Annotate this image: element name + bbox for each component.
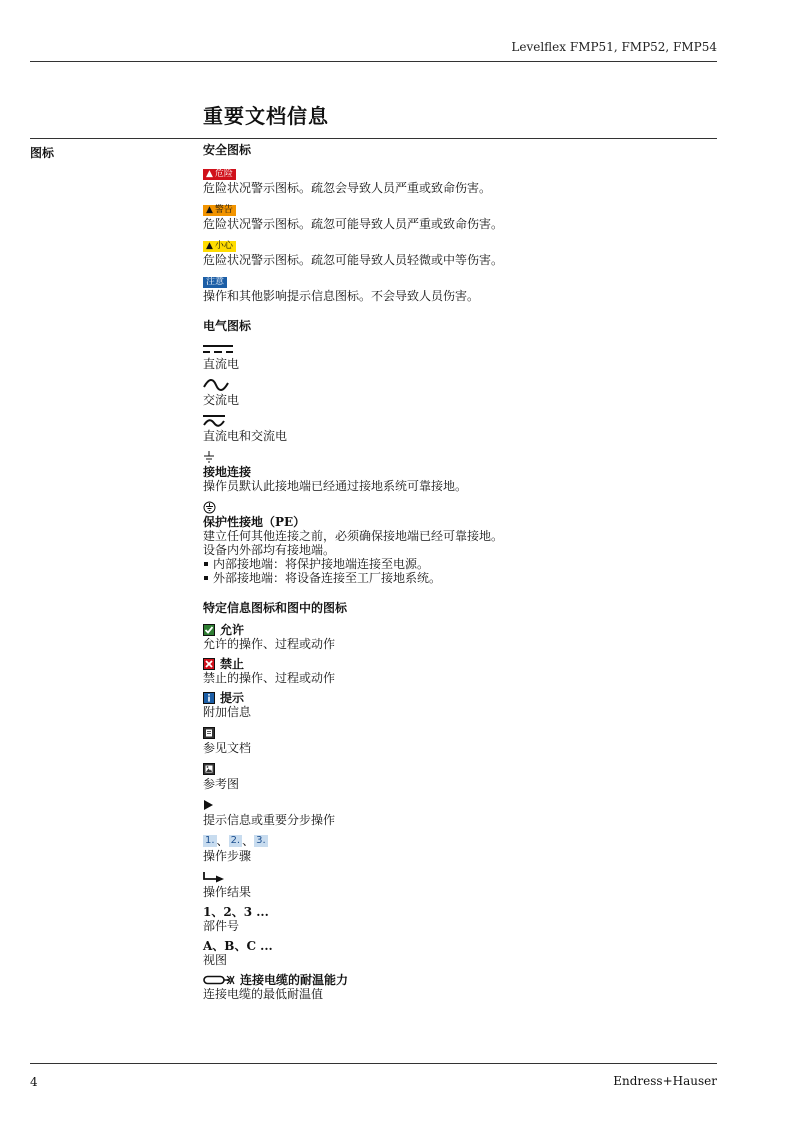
warning-badge (203, 205, 236, 216)
danger-badge (203, 169, 236, 180)
info-tip-icon (203, 692, 215, 704)
brand-name: Endress+Hauser (613, 1074, 717, 1088)
warning-triangle-icon: ▲ (206, 169, 213, 179)
notice-badge (203, 277, 227, 288)
part-numbers-item (203, 905, 703, 933)
list-item: 内部接地端：将保护接地端连接至电源。 (203, 557, 703, 571)
danger-text: 危险状况警示图标。疏忽会导致人员严重或致命伤害。 (203, 181, 492, 195)
header-divider (30, 61, 717, 62)
ground-title: 接地连接 (203, 465, 252, 479)
acdc-text: 直流电和交流电 (203, 429, 288, 443)
figref-text: 参考图 (203, 777, 240, 791)
side-label: 图标 (30, 146, 55, 160)
views-item (203, 939, 703, 967)
forbidden-title: 禁止 (220, 657, 245, 671)
warning-badge-label: 警告 (214, 205, 233, 215)
play-arrow-icon (203, 799, 214, 811)
checkbox-allowed-icon (203, 624, 215, 636)
forbidden-item (203, 657, 703, 685)
electrical-symbols-group (203, 319, 703, 585)
notice-text: 操作和其他影响提示信息图标。不会导致人员伤害。 (203, 289, 480, 303)
page-number: 4 (30, 1075, 38, 1089)
pe-title: 保护性接地（PE） (203, 515, 306, 529)
docref-text: 参见文档 (203, 741, 252, 755)
forbidden-icon (203, 658, 215, 670)
cable-temp-text: 连接电缆的最低耐温值 (203, 987, 324, 1001)
alternating-current-icon (203, 378, 229, 392)
docref-item (203, 725, 703, 755)
result-item (203, 869, 703, 899)
dc-item (203, 341, 703, 371)
step-number-icons (203, 833, 703, 849)
pe-text-1: 建立任何其他连接之前，必须确保接地端已经可靠接地。 (203, 529, 504, 543)
ac-dc-icon (203, 414, 225, 428)
ac-item (203, 377, 703, 407)
part-numbers-title: 1、2、3 ... (203, 905, 269, 919)
specific-symbols-group (203, 601, 703, 1001)
footer-divider (30, 1063, 717, 1064)
cable-temp-item (203, 973, 703, 1001)
ground-text: 操作员默认此接地端已经通过接地系统可靠接地。 (203, 479, 468, 493)
figref-item (203, 761, 703, 791)
warning-item (203, 201, 703, 231)
notice-step-text: 提示信息或重要分步操作 (203, 813, 336, 827)
cable-temp-title: 连接电缆的耐温能力 (240, 973, 349, 987)
page-title: 重要文档信息 (203, 104, 329, 128)
tip-item (203, 691, 703, 719)
dc-text: 直流电 (203, 357, 240, 371)
steps-text: 操作步骤 (203, 849, 252, 863)
electrical-heading: 电气图标 (203, 319, 252, 333)
section-divider (30, 138, 717, 139)
step-separator: 、 (242, 834, 255, 848)
caution-badge-label: 小心 (214, 241, 233, 251)
content-column (203, 143, 703, 1017)
notice-step-item (203, 797, 703, 827)
allowed-text: 允许的操作、过程或动作 (203, 637, 336, 651)
tip-title: 提示 (220, 691, 245, 705)
figure-reference-icon (203, 763, 215, 775)
direct-current-icon (203, 343, 233, 355)
cable-temperature-icon (203, 974, 235, 986)
document-header-title: Levelflex FMP51, FMP52, FMP54 (511, 40, 717, 54)
protective-earth-icon (203, 501, 216, 514)
danger-item (203, 165, 703, 195)
document-reference-icon (203, 727, 215, 739)
pe-item (203, 499, 703, 585)
views-title: A、B、C ... (203, 939, 273, 953)
pe-bullet-list (203, 557, 703, 585)
safety-heading: 安全图标 (203, 143, 252, 157)
ground-icon (203, 451, 215, 463)
views-text: 视图 (203, 953, 228, 967)
allowed-title: 允许 (220, 623, 245, 637)
notice-item (203, 273, 703, 303)
step-three-icon: 3. (256, 835, 266, 846)
safety-symbols-group (203, 143, 703, 303)
ac-text: 交流电 (203, 393, 240, 407)
caution-item (203, 237, 703, 267)
result-text: 操作结果 (203, 885, 252, 899)
ground-item (203, 449, 703, 493)
warning-triangle-icon: ▲ (206, 241, 213, 251)
allowed-item (203, 623, 703, 651)
danger-badge-label: 危险 (214, 169, 233, 179)
step-one-icon: 1. (205, 835, 215, 846)
list-item: 外部接地端：将设备连接至工厂接地系统。 (203, 571, 703, 585)
step-separator: 、 (216, 834, 229, 848)
result-arrow-icon (203, 871, 225, 883)
warning-text: 危险状况警示图标。疏忽可能导致人员严重或致命伤害。 (203, 217, 504, 231)
part-numbers-text: 部件号 (203, 919, 240, 933)
steps-item (203, 833, 703, 863)
step-two-icon: 2. (230, 835, 241, 846)
notice-badge-label: 注意 (206, 277, 225, 287)
warning-triangle-icon: ▲ (206, 205, 213, 215)
forbidden-text: 禁止的操作、过程或动作 (203, 671, 336, 685)
specific-heading: 特定信息图标和图中的图标 (203, 601, 348, 615)
caution-badge (203, 241, 236, 252)
caution-text: 危险状况警示图标。疏忽可能导致人员轻微或中等伤害。 (203, 253, 504, 267)
pe-text-2: 设备内外部均有接地端。 (203, 543, 336, 557)
tip-text: 附加信息 (203, 705, 252, 719)
acdc-item (203, 413, 703, 443)
